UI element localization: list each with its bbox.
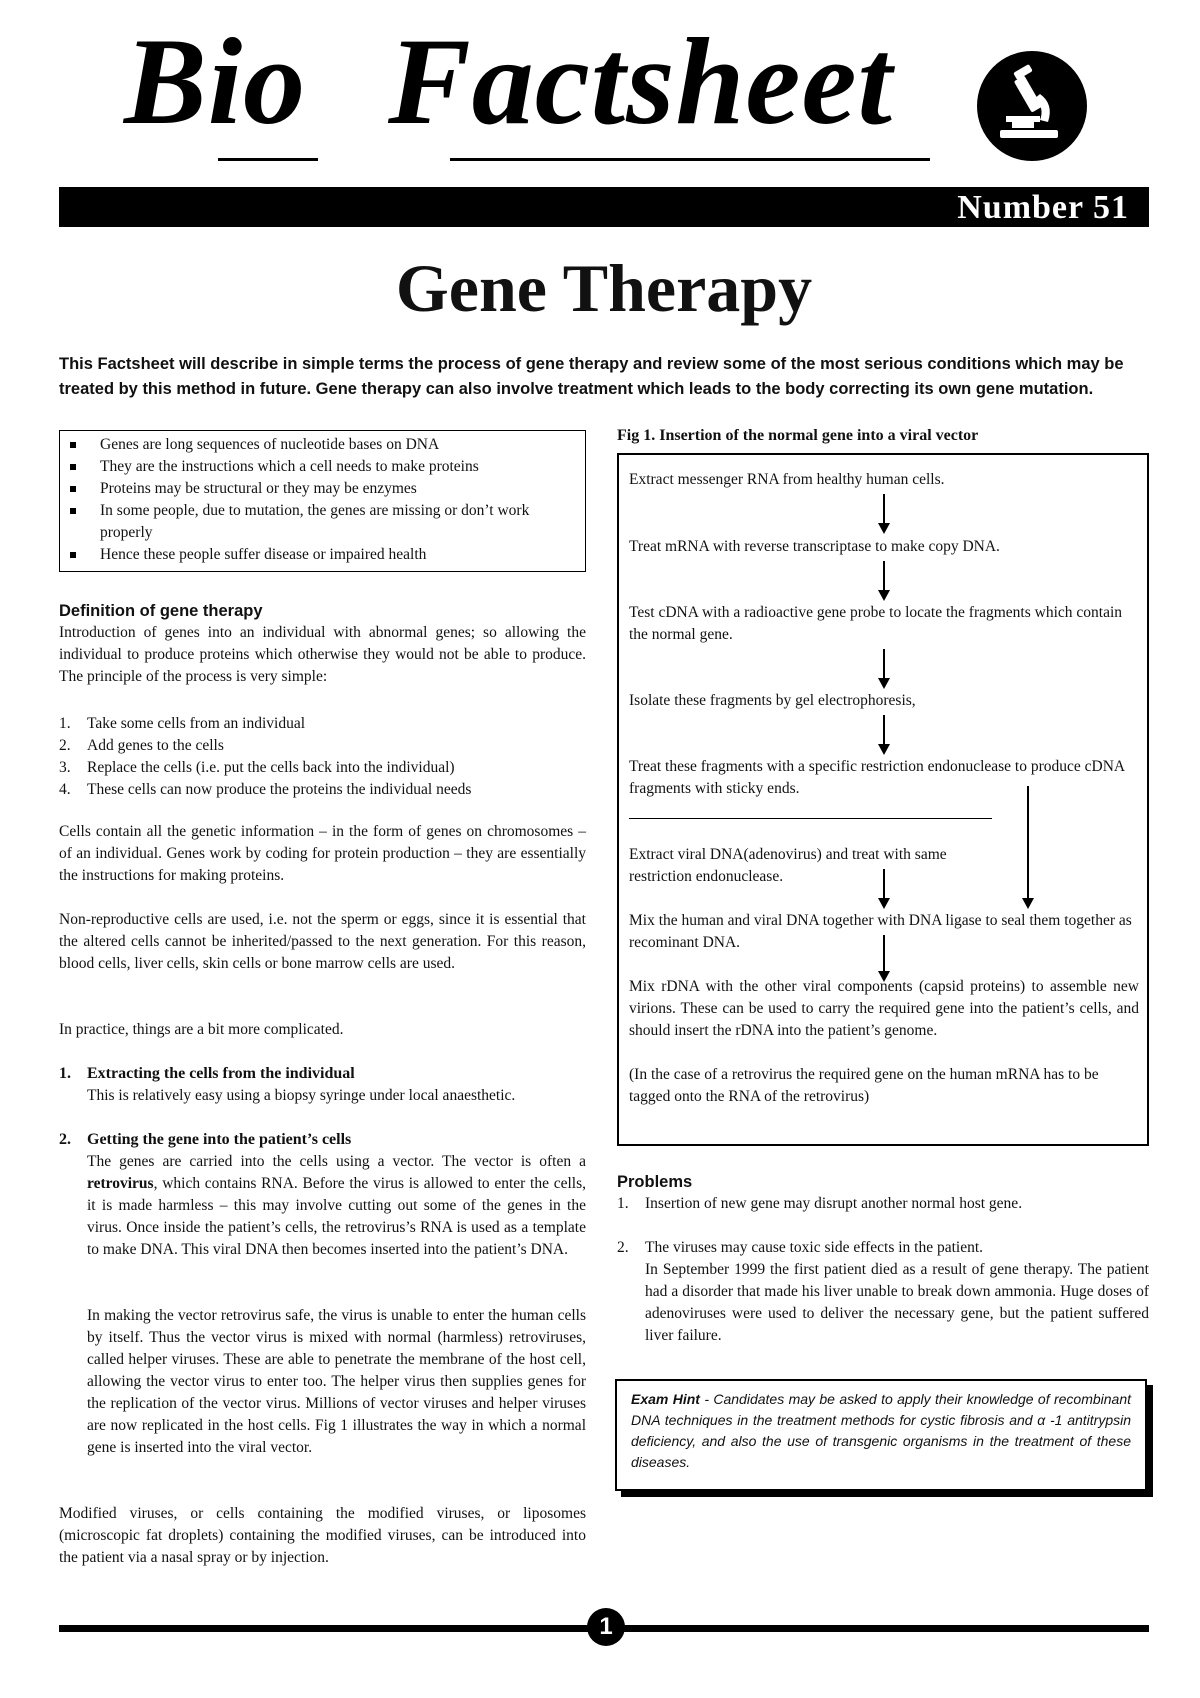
- exam-hint-box: [615, 1379, 1147, 1491]
- list-item: 1. Take some cells from an individual: [59, 715, 306, 732]
- flow-step: Extract viral DNA(adenovirus) and treat with same restriction endonuclease.: [629, 846, 947, 885]
- list-item: 1. Insertion of new gene may disrupt another normal host gene.: [617, 1195, 1023, 1212]
- page-title: Gene Therapy: [395, 250, 813, 326]
- masthead: [0, 0, 1200, 190]
- flow-arrow: [883, 494, 885, 532]
- definition-section: [59, 600, 586, 688]
- list-item: 3. Replace the cells (i.e. put the cells back into the individual): [59, 759, 455, 776]
- flow-step: (In the case of a retrovirus the required gene on the human mRNA has to be tagged onto the RNA of the retrovirus): [629, 1066, 1099, 1105]
- flow-step: Extract messenger RNA from healthy human cells.: [629, 471, 945, 488]
- bullet-icon: [70, 442, 76, 448]
- paragraph-nonreproductive: Non-reproductive cells are used, i.e. not the sperm or eggs, since it is essential that the altered cells cannot be inherited/passed to the next generation. For this reason, blood cells, liver cells, skin cells or bone marrow cells are used.: [59, 911, 586, 972]
- item1-text: This is relatively easy using a biopsy syringe under local anaesthetic.: [87, 1087, 516, 1104]
- list-item: 4. These cells can now produce the proteins the individual needs: [59, 781, 472, 798]
- masthead-bio: Bio: [124, 13, 307, 150]
- list-item: 2. The viruses may cause toxic side effects in the patient. In September 1999 the first patient died as a result of gene therapy. The patient had a disorder that made his liver unable to break down ammonia. Huge doses of adenoviruses were used to deliver the necessary gene, but the patient suffered liver failure.: [617, 1239, 1149, 1344]
- summary-box: [59, 430, 586, 572]
- steps-list: [59, 713, 586, 801]
- bullet-icon: [70, 464, 76, 470]
- figure-flowchart: [617, 453, 1149, 1146]
- problems-heading: Problems: [617, 1173, 693, 1191]
- paragraph-modified-viruses: Modified viruses, or cells containing the modified viruses, or liposomes (microscopic fat droplets) containing the modified viruses, can be introduced into the patient via a nasal spray or by injection.: [59, 1505, 586, 1566]
- item1-heading: 1. Extracting the cells from the individual: [59, 1065, 355, 1082]
- exam-hint-label: Exam Hint: [631, 1391, 700, 1407]
- flow-step: Test cDNA with a radioactive gene probe to locate the fragments which contain the normal gene.: [629, 604, 1123, 643]
- list-item: Proteins may be structural or they may be enzymes: [70, 478, 575, 500]
- number-bar: [59, 187, 1149, 227]
- masthead-factsheet: Factsheet: [388, 13, 893, 150]
- page-number: 1: [587, 1608, 625, 1646]
- masthead-underline-io: [218, 158, 318, 161]
- exam-hint-text: - Candidates may be asked to apply their knowledge of recombinant DNA techniques in the treatment methods for cystic fibrosis and α -1 antitrypsin deficiency, and also the use of transgenic organisms in the treatment of these diseases.: [631, 1391, 1131, 1470]
- item2-text-continued: In making the vector retrovirus safe, the virus is unable to enter the human cells by itself. Thus the vector virus is mixed with normal (harmless) retroviruses, called helper viruses. These are able to penetrate the membrane of the host cell, allowing the vector virus to enter too. The helper virus then supplies genes for the replication of the vector virus. Millions of vector viruses and helper viruses are now replicated in the host cells. Fig 1 illustrates the way in which a normal gene is inserted into the viral vector.: [87, 1307, 586, 1456]
- figure-caption: Fig 1. Insertion of the normal gene into a viral vector: [617, 427, 979, 444]
- masthead-underline-actsheet: [450, 158, 930, 161]
- flow-step: Isolate these fragments by gel electrophoresis,: [629, 692, 916, 709]
- paragraph-cells: Cells contain all the genetic information – in the form of genes on chromosomes – of an individual. Genes work by coding for protein production – they are essentially the instructions for making proteins.: [59, 823, 586, 884]
- definition-heading: Definition of gene therapy: [59, 602, 263, 620]
- list-item: In some people, due to mutation, the genes are missing or don’t work properly: [70, 500, 575, 544]
- flow-arrow-long: [1027, 786, 1029, 907]
- factsheet-number: Number 51: [957, 189, 1129, 226]
- intro-text: This Factsheet will describe in simple terms the process of gene therapy and review some of the most serious conditions which may be treated by this method in future. Gene therapy can also involve treatment which leads to the body correcting its own gene mutation.: [59, 355, 1124, 398]
- paragraph-practice: In practice, things are a bit more complicated.: [59, 1021, 344, 1038]
- list-item: Hence these people suffer disease or impaired health: [70, 544, 575, 566]
- flow-step: Mix rDNA with the other viral components (capsid proteins) to assemble new virions. These can be used to carry the required gene into the patient’s cells, and should insert the rDNA into the patient’s genome.: [629, 978, 1139, 1039]
- flow-arrow: [883, 715, 885, 753]
- flow-step: Treat mRNA with reverse transcriptase to make copy DNA.: [629, 538, 1000, 555]
- bullet-icon: [70, 552, 76, 558]
- list-item: They are the instructions which a cell needs to make proteins: [70, 456, 575, 478]
- list-item: 2. Add genes to the cells: [59, 737, 224, 754]
- flow-arrow: [883, 869, 885, 907]
- flow-arrow: [883, 649, 885, 687]
- microscope-icon: [976, 50, 1088, 162]
- divider: [629, 818, 992, 819]
- definition-text: Introduction of genes into an individual with abnormal genes; so allowing the individual to produce proteins which otherwise they would not be able to produce. The principle of the process is very simple:: [59, 624, 586, 685]
- bullet-icon: [70, 508, 76, 514]
- item2-heading: 2. Getting the gene into the patient’s cells: [59, 1131, 352, 1148]
- item2-text: The genes are carried into the cells using a vector. The vector is often a retrovirus, which contains RNA. Before the virus is allowed to enter the cells, it is made harmless – this may involve cutting out some of the genes in the virus. Once inside the patient’s cells, the retrovirus’s RNA is used as a template to make DNA. This viral DNA then becomes inserted into the patient’s DNA.: [87, 1153, 586, 1258]
- bullet-icon: [70, 486, 76, 492]
- flow-step: Treat these fragments with a specific restriction endonuclease to produce cDNA fragments with sticky ends.: [629, 758, 1125, 797]
- flow-arrow: [883, 935, 885, 980]
- flow-step: Mix the human and viral DNA together with DNA ligase to seal them together as recominant DNA.: [629, 912, 1132, 951]
- flow-arrow: [883, 561, 885, 599]
- list-item: Genes are long sequences of nucleotide bases on DNA: [70, 434, 575, 456]
